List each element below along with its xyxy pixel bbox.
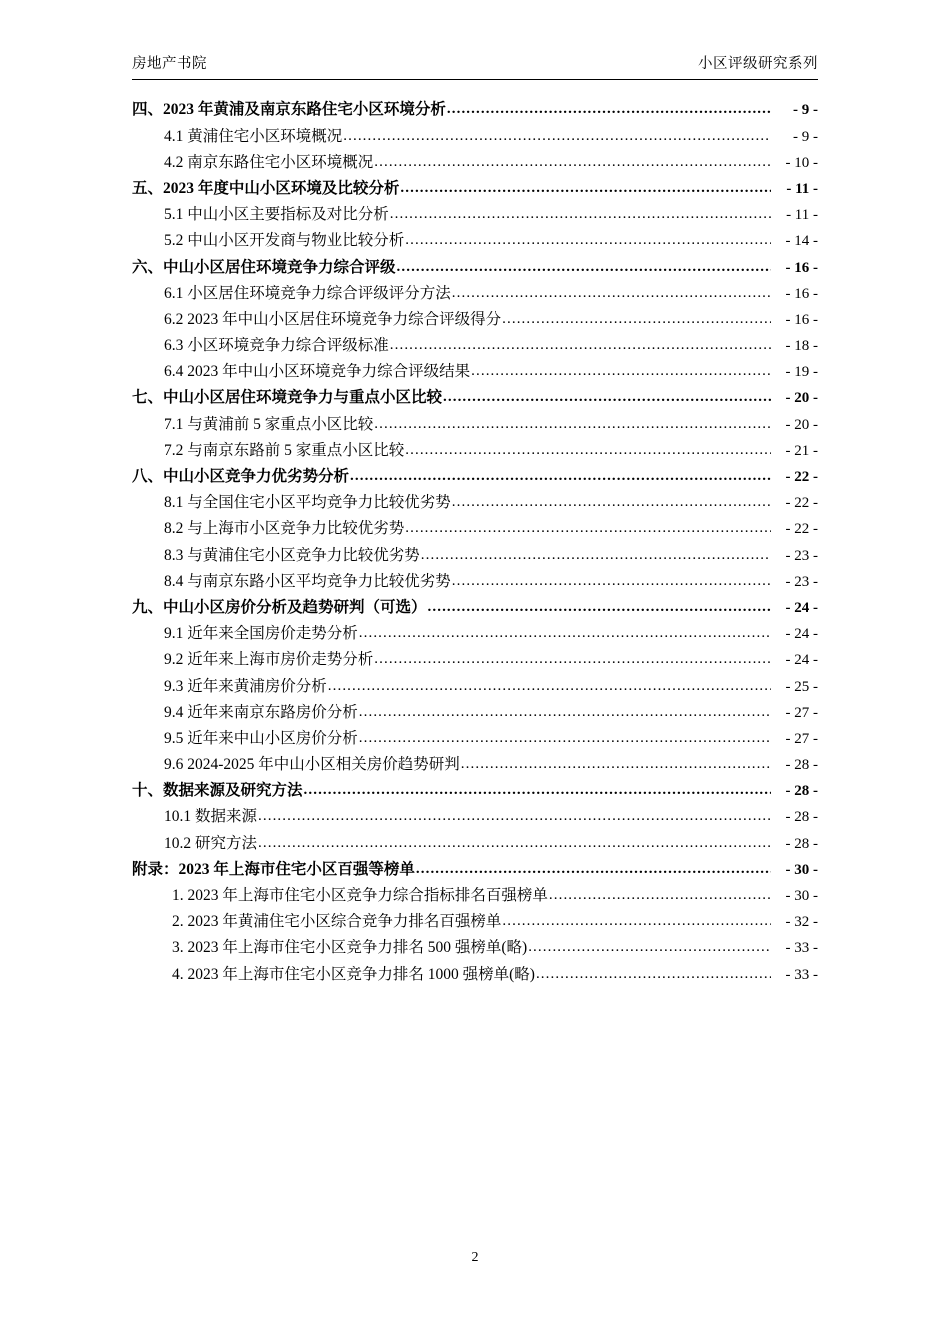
toc-leader-dots: [405, 443, 771, 458]
toc-entry-title: 6.2 2023 年中山小区居住环境竞争力综合评级得分: [164, 310, 502, 328]
toc-leader-dots: [528, 940, 771, 955]
toc-entry[interactable]: [132, 836, 818, 852]
toc-entry-title: 10.1 数据来源: [164, 808, 258, 826]
toc-entry[interactable]: [132, 443, 818, 459]
toc-entry-page: - 33 -: [785, 966, 818, 983]
toc-entry[interactable]: [132, 495, 818, 511]
toc-entry-page: - 18 -: [785, 338, 818, 355]
toc-entry[interactable]: [132, 548, 818, 564]
toc-entry-page: - 11 -: [786, 207, 818, 224]
toc-leader-dots: [452, 286, 771, 301]
toc-entry-title: 9.6 2024-2025 年中山小区相关房价趋势研判: [164, 756, 460, 774]
toc-entry-page: - 16 -: [785, 311, 818, 328]
toc-entry-title: 9.5 近年来中山小区房价分析: [164, 729, 358, 747]
toc-entry-title: 8.1 与全国住宅小区平均竞争力比较优劣势: [164, 494, 451, 512]
toc-entry[interactable]: [132, 914, 818, 930]
toc-entry[interactable]: [132, 679, 818, 695]
toc-entry-page: - 33 -: [785, 940, 818, 957]
toc-entry-title: 9.3 近年来黄浦房价分析: [164, 677, 327, 695]
toc-leader-dots: [374, 417, 771, 432]
toc-entry[interactable]: [132, 809, 818, 825]
toc-leader-dots: [447, 102, 771, 117]
toc-entry[interactable]: [132, 600, 818, 616]
toc-entry[interactable]: [132, 940, 818, 956]
toc-leader-dots: [390, 338, 771, 353]
toc-entry-title: 2. 2023 年黄浦住宅小区综合竞争力排名百强榜单: [172, 913, 502, 931]
toc-leader-dots: [405, 521, 771, 536]
toc-entry-page: - 19 -: [785, 364, 818, 381]
toc-leader-dots: [397, 260, 771, 275]
toc-entry[interactable]: [132, 652, 818, 668]
toc-entry-title: 8.2 与上海市小区竞争力比较优劣势: [164, 520, 405, 538]
toc-entry[interactable]: [132, 967, 818, 983]
page-footer: [0, 1250, 950, 1266]
header-left-text: 房地产书院: [132, 56, 207, 72]
toc-entry[interactable]: [132, 286, 818, 302]
toc-entry-page: - 27 -: [785, 730, 818, 747]
toc-entry-page: - 16 -: [785, 259, 818, 276]
toc-entry-page: - 30 -: [785, 861, 818, 878]
toc-entry-page: - 22 -: [785, 469, 818, 486]
toc-entry-page: - 23 -: [785, 547, 818, 564]
toc-entry[interactable]: [132, 260, 818, 276]
toc-leader-dots: [400, 181, 771, 196]
toc-leader-dots: [350, 469, 771, 484]
toc-entry[interactable]: [132, 469, 818, 485]
toc-entry-page: - 24 -: [785, 626, 818, 643]
toc-entry[interactable]: [132, 862, 818, 878]
toc-entry-title: 十、数据来源及研究方法: [132, 782, 303, 800]
toc-entry[interactable]: [132, 521, 818, 537]
toc-entry-title: 八、中山小区竞争力优劣势分析: [132, 468, 350, 486]
toc-entry[interactable]: [132, 338, 818, 354]
toc-entry-title: 9.2 近年来上海市房价走势分析: [164, 651, 374, 669]
toc-entry[interactable]: [132, 155, 818, 171]
table-of-contents: [132, 102, 818, 982]
page-header: [132, 56, 818, 80]
toc-entry-title: 10.2 研究方法: [164, 834, 258, 852]
toc-entry-title: 5.2 中山小区开发商与物业比较分析: [164, 232, 405, 250]
toc-leader-dots: [359, 626, 771, 641]
toc-entry-page: - 16 -: [785, 285, 818, 302]
toc-leader-dots: [374, 155, 771, 170]
toc-entry-title: 附录：2023 年上海市住宅小区百强等榜单: [132, 860, 415, 878]
toc-entry[interactable]: [132, 574, 818, 590]
toc-entry[interactable]: [132, 233, 818, 249]
toc-leader-dots: [359, 731, 771, 746]
toc-entry-title: 4. 2023 年上海市住宅小区竞争力排名 1000 强榜单(略): [172, 965, 535, 983]
toc-entry-page: - 25 -: [785, 678, 818, 695]
toc-entry[interactable]: [132, 417, 818, 433]
toc-entry[interactable]: [132, 626, 818, 642]
toc-leader-dots: [421, 548, 771, 563]
toc-entry-page: - 30 -: [785, 888, 818, 905]
toc-entry-page: - 10 -: [785, 154, 818, 171]
toc-entry[interactable]: [132, 364, 818, 380]
toc-leader-dots: [471, 364, 771, 379]
toc-entry-title: 8.3 与黄浦住宅小区竞争力比较优劣势: [164, 546, 420, 564]
toc-entry-page: - 22 -: [785, 495, 818, 512]
toc-entry-page: - 28 -: [785, 809, 818, 826]
toc-entry-title: 9.4 近年来南京东路房价分析: [164, 703, 358, 721]
toc-entry-page: - 20 -: [785, 390, 818, 407]
toc-entry[interactable]: [132, 731, 818, 747]
toc-entry[interactable]: [132, 207, 818, 223]
toc-leader-dots: [536, 967, 771, 982]
toc-entry[interactable]: [132, 705, 818, 721]
toc-entry[interactable]: [132, 102, 818, 118]
toc-leader-dots: [502, 914, 771, 929]
toc-leader-dots: [390, 207, 771, 222]
page-number: 2: [471, 1250, 479, 1265]
toc-entry-page: - 27 -: [785, 704, 818, 721]
toc-entry-title: 7.1 与黄浦前 5 家重点小区比较: [164, 415, 374, 433]
toc-entry-title: 五、2023 年度中山小区环境及比较分析: [132, 179, 400, 197]
toc-entry-page: - 9 -: [793, 102, 818, 119]
toc-entry-title: 六、中山小区居住环境竞争力综合评级: [132, 258, 396, 276]
toc-entry-page: - 28 -: [785, 783, 818, 800]
toc-entry-title: 4.1 黄浦住宅小区环境概况: [164, 127, 343, 145]
toc-entry-page: - 23 -: [785, 573, 818, 590]
toc-leader-dots: [328, 679, 771, 694]
toc-entry-page: - 28 -: [785, 757, 818, 774]
toc-entry-title: 七、中山小区居住环境竞争力与重点小区比较: [132, 389, 443, 407]
toc-leader-dots: [304, 783, 771, 798]
toc-leader-dots: [343, 129, 771, 144]
toc-leader-dots: [374, 652, 771, 667]
toc-entry-title: 4.2 南京东路住宅小区环境概况: [164, 153, 374, 171]
toc-entry-page: - 24 -: [785, 599, 818, 616]
toc-entry-page: - 14 -: [785, 233, 818, 250]
toc-entry[interactable]: [132, 783, 818, 799]
toc-leader-dots: [359, 705, 771, 720]
toc-entry[interactable]: [132, 757, 818, 773]
toc-leader-dots: [405, 233, 771, 248]
toc-entry-title: 7.2 与南京东路前 5 家重点小区比较: [164, 441, 405, 459]
toc-entry-title: 9.1 近年来全国房价走势分析: [164, 625, 358, 643]
toc-entry[interactable]: [132, 181, 818, 197]
toc-entry-page: - 21 -: [785, 442, 818, 459]
toc-entry-title: 九、中山小区房价分析及趋势研判（可选）: [132, 598, 427, 616]
toc-leader-dots: [428, 600, 771, 615]
toc-entry-page: - 20 -: [785, 416, 818, 433]
toc-entry-page: - 11 -: [786, 180, 818, 197]
toc-entry-page: - 24 -: [785, 652, 818, 669]
header-right-text: 小区评级研究系列: [698, 56, 818, 72]
toc-leader-dots: [461, 757, 771, 772]
toc-entry-title: 6.4 2023 年中山小区环境竞争力综合评级结果: [164, 363, 471, 381]
toc-leader-dots: [416, 862, 771, 877]
toc-entry-title: 8.4 与南京东路小区平均竞争力比较优劣势: [164, 572, 451, 590]
toc-leader-dots: [258, 836, 771, 851]
toc-leader-dots: [549, 888, 771, 903]
toc-entry-page: - 22 -: [785, 521, 818, 538]
toc-entry-title: 3. 2023 年上海市住宅小区竞争力排名 500 强榜单(略): [172, 939, 528, 957]
toc-entry-title: 四、2023 年黄浦及南京东路住宅小区环境分析: [132, 101, 446, 119]
toc-leader-dots: [502, 312, 771, 327]
toc-leader-dots: [258, 809, 771, 824]
toc-entry[interactable]: [132, 888, 818, 904]
toc-entry-page: - 9 -: [793, 128, 818, 145]
toc-leader-dots: [452, 495, 771, 510]
toc-entry-page: - 32 -: [785, 914, 818, 931]
toc-leader-dots: [452, 574, 771, 589]
toc-entry-page: - 28 -: [785, 835, 818, 852]
toc-leader-dots: [443, 390, 771, 405]
toc-entry-title: 1. 2023 年上海市住宅小区竞争力综合指标排名百强榜单: [172, 887, 548, 905]
toc-entry-title: 6.1 小区居住环境竞争力综合评级评分方法: [164, 284, 451, 302]
toc-entry[interactable]: [132, 390, 818, 406]
toc-entry-title: 6.3 小区环境竞争力综合评级标准: [164, 337, 389, 355]
toc-entry-title: 5.1 中山小区主要指标及对比分析: [164, 206, 389, 224]
toc-entry[interactable]: [132, 312, 818, 328]
toc-entry[interactable]: [132, 129, 818, 145]
